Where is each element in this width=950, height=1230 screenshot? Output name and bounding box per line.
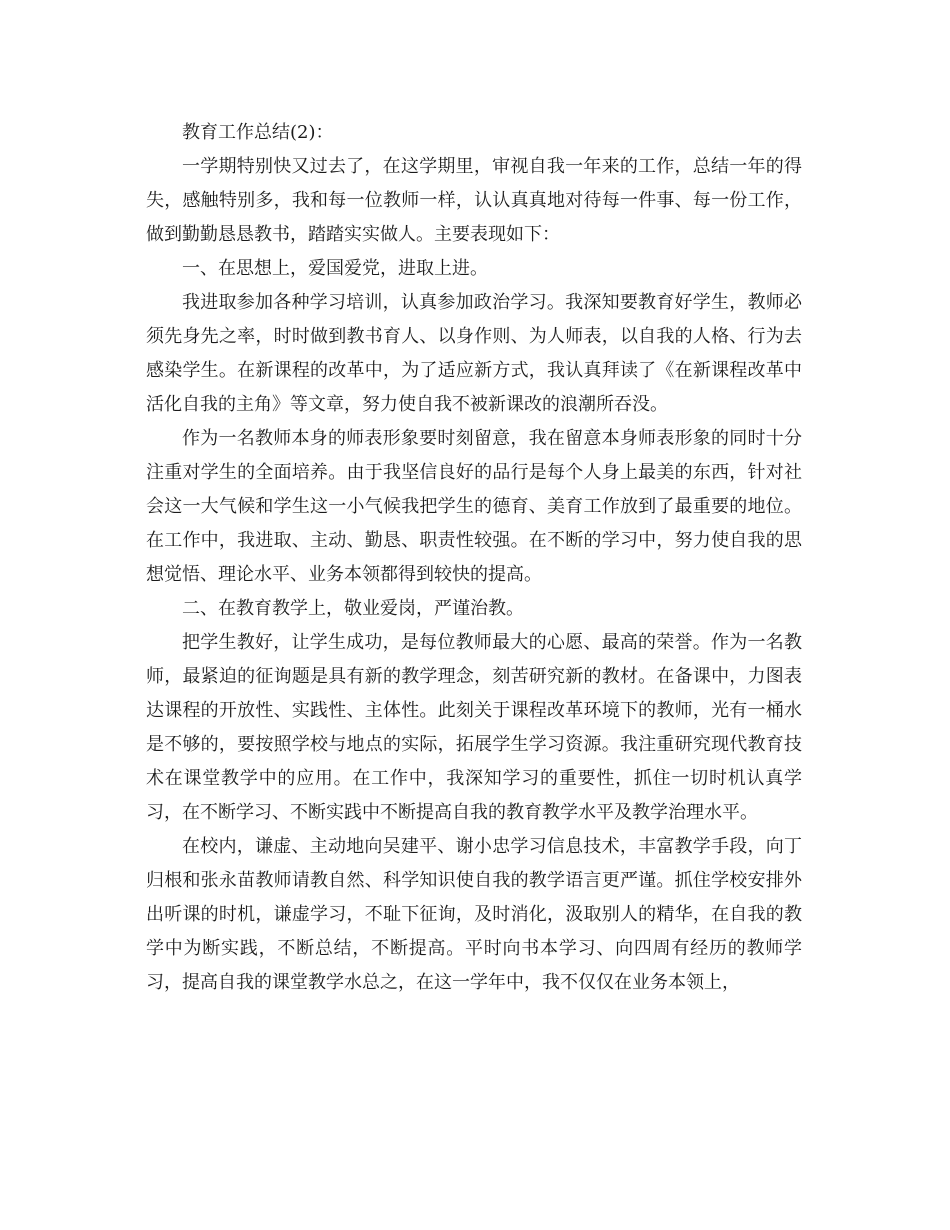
paragraph-study: 我进取参加各种学习培训，认真参加政治学习。我深知要教育好学生，教师必须先身先之率，时时做到教书育人、以身作则、为人师表，以自我的人格、行为去感染学生。在新课程的改革中，为了适应新方式，我认真拜读了《在新课程改革中活化自我的主角》等文章，努力使自我不被新课改的浪潮所吞没。 (146, 292, 802, 415)
section-heading-teaching: 二、在教育教学上，敬业爱岗，严谨治教。 (182, 598, 524, 619)
paragraph-intro: 一学期特别快又过去了，在这学期里，审视自我一年来的工作，总结一年的得失，感触特别多，我和每一位教师一样，认认真真地对待每一件事、每一份工作，做到勤勤恳恳教书，踏踏实实做人。主要表现如下： (146, 156, 802, 245)
paragraph-teacher-image: 作为一名教师本身的师表形象要时刻留意，我在留意本身师表形象的同时十分注重对学生的全面培养。由于我坚信良好的品行是每个人身上最美的东西，针对社会这一大气候和学生这一小气候我把学生的德育、美育工作放到了最重要的地位。在工作中，我进取、主动、勤恳、职责性较强。在不断的学习中，努力使自我的思想觉悟、理论水平、业务本领都得到较快的提高。 (146, 428, 802, 585)
paragraph-on-campus: 在校内，谦虚、主动地向吴建平、谢小忠学习信息技术，丰富教学手段，向丁归根和张永苗教师请教自然、科学知识使自我的教学语言更严谨。抓住学校安排外出听课的时机，谦虚学习，不耻下征询，及时消化，汲取别人的精华，在自我的教学中为断实践，不断总结，不断提高。平时向书本学习、向四周有经历的教师学习，提高自我的课堂教学水总之，在这一学年中，我不仅仅在业务本领上， (146, 836, 802, 993)
document-heading: 教育工作总结(2)： (182, 122, 334, 143)
document-body (146, 116, 802, 1000)
section-heading-ideology: 一、在思想上，爱国爱党，进取上进。 (182, 258, 488, 279)
paragraph-teaching-goals: 把学生教好，让学生成功，是每位教师最大的心愿、最高的荣誉。作为一名教师，最紧迫的征询题是具有新的教学理念，刻苦研究新的教材。在备课中，力图表达课程的开放性、实践性、主体性。此刻关于课程改革环境下的教师，光有一桶水是不够的，要按照学校与地点的实际，拓展学生学习资源。我注重研究现代教育技术在课堂教学中的应用。在工作中，我深知学习的重要性，抓住一切时机认真学习，在不断学习、不断实践中不断提高自我的教育教学水平及教学治理水平。 (146, 632, 802, 823)
